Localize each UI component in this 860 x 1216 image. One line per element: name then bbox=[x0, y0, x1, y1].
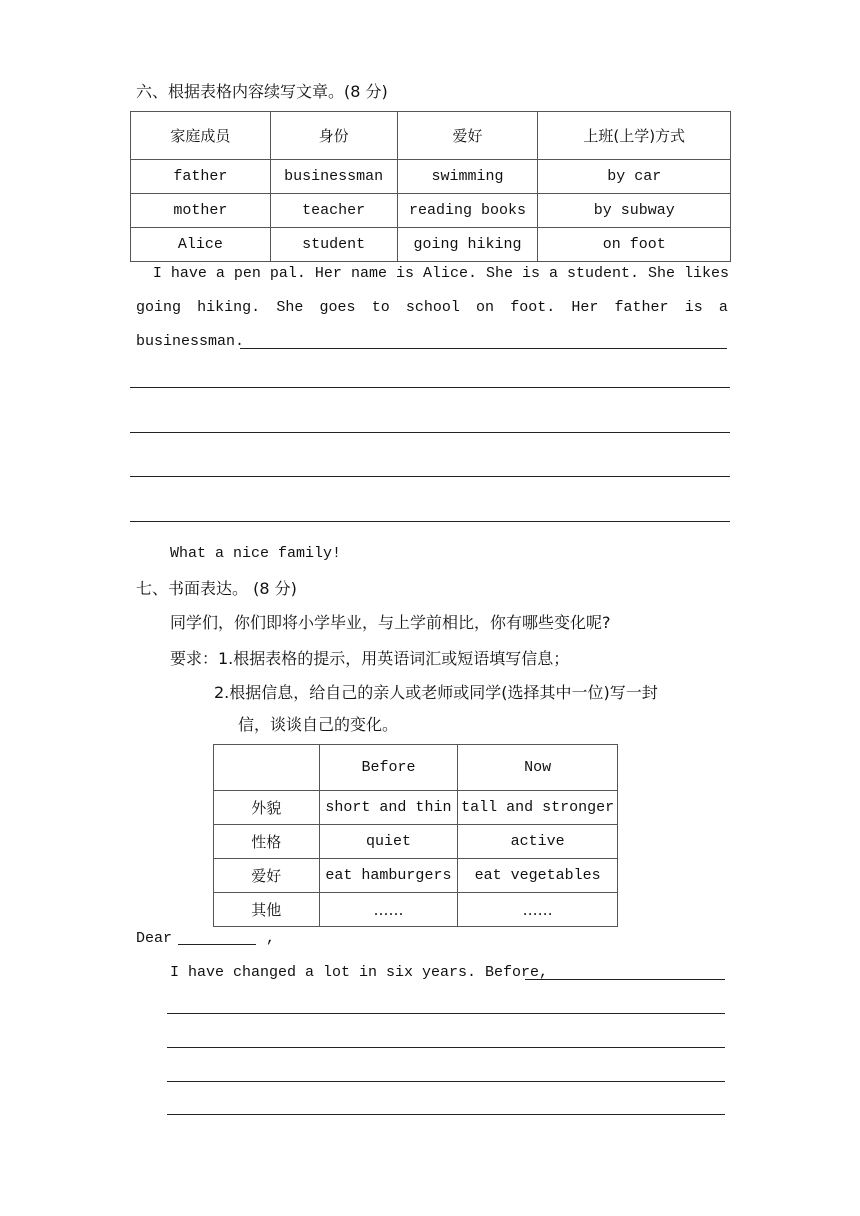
table-cell: reading books bbox=[397, 194, 538, 228]
family-table bbox=[130, 111, 731, 262]
changes-table-header-row bbox=[214, 745, 618, 791]
row-label: 外貌 bbox=[214, 791, 320, 825]
passage-closing: What a nice family! bbox=[170, 545, 342, 562]
requirement-2-line-1: 2.根据信息，给自己的亲人或老师或同学(选择其中一位)写一封 bbox=[214, 683, 658, 702]
row-label: 爱好 bbox=[214, 859, 320, 893]
section7-title: 七、书面表达。 (8 分) bbox=[136, 579, 297, 598]
passage-word: to bbox=[371, 299, 390, 316]
header-before: Before bbox=[319, 745, 458, 791]
passage-text: I have a pen pal. Her name is Alice. She is a student. She likes bbox=[152, 265, 729, 282]
passage-line-2 bbox=[136, 291, 728, 325]
header-empty bbox=[214, 745, 320, 791]
answer-line[interactable] bbox=[167, 1081, 725, 1082]
table-cell: short and thin bbox=[319, 791, 458, 825]
table-cell: active bbox=[458, 825, 618, 859]
answer-line[interactable] bbox=[167, 1114, 725, 1115]
table-cell: student bbox=[270, 228, 397, 262]
salutation-dear: Dear bbox=[136, 930, 173, 947]
table-cell: eat vegetables bbox=[458, 859, 618, 893]
table-cell: on foot bbox=[538, 228, 731, 262]
row-label: 其他 bbox=[214, 893, 320, 927]
answer-line[interactable] bbox=[525, 979, 725, 980]
answer-line[interactable] bbox=[167, 1013, 725, 1014]
table-row bbox=[131, 160, 731, 194]
table-cell: Alice bbox=[131, 228, 271, 262]
answer-line[interactable] bbox=[130, 432, 730, 433]
passage-word: She bbox=[276, 299, 304, 316]
passage-line-3: businessman. bbox=[136, 333, 245, 350]
header-hobby: 爱好 bbox=[397, 112, 538, 160]
passage-word: school bbox=[405, 299, 460, 316]
row-label: 性格 bbox=[214, 825, 320, 859]
passage-word: goes bbox=[319, 299, 356, 316]
passage-word: father bbox=[614, 299, 669, 316]
passage-line-1 bbox=[136, 257, 729, 291]
passage-word: hiking. bbox=[197, 299, 261, 316]
requirement-2-line-2: 信，谈谈自己的变化。 bbox=[238, 715, 399, 734]
salutation-comma: , bbox=[266, 930, 276, 947]
table-cell: businessman bbox=[270, 160, 397, 194]
header-commute: 上班(上学)方式 bbox=[538, 112, 731, 160]
table-cell: tall and stronger bbox=[458, 791, 618, 825]
table-row bbox=[214, 791, 618, 825]
answer-line[interactable] bbox=[130, 521, 730, 522]
table-cell: swimming bbox=[397, 160, 538, 194]
answer-line[interactable] bbox=[130, 387, 730, 388]
table-cell: eat hamburgers bbox=[319, 859, 458, 893]
answer-line[interactable] bbox=[130, 476, 730, 477]
header-family-member: 家庭成员 bbox=[131, 112, 271, 160]
passage-word: going bbox=[136, 299, 182, 316]
answer-line[interactable] bbox=[240, 348, 727, 349]
table-cell: teacher bbox=[270, 194, 397, 228]
table-cell: father bbox=[131, 160, 271, 194]
section7-intro: 同学们，你们即将小学毕业，与上学前相比，你有哪些变化呢? bbox=[170, 613, 611, 632]
header-identity: 身份 bbox=[270, 112, 397, 160]
salutation bbox=[136, 922, 172, 956]
passage-word: Her bbox=[571, 299, 599, 316]
table-row bbox=[214, 859, 618, 893]
table-cell: mother bbox=[131, 194, 271, 228]
table-cell: going hiking bbox=[397, 228, 538, 262]
section6-title: 六、根据表格内容续写文章。(8 分) bbox=[136, 82, 388, 101]
letter-start: I have changed a lot in six years. Before, bbox=[170, 964, 549, 981]
table-cell: by subway bbox=[538, 194, 731, 228]
passage-word: a bbox=[718, 299, 728, 316]
passage-word: on bbox=[476, 299, 495, 316]
table-row bbox=[214, 825, 618, 859]
requirement-1: 要求：1.根据表格的提示，用英语词汇或短语填写信息； bbox=[170, 649, 570, 668]
table-cell: …… bbox=[319, 893, 458, 927]
table-cell: quiet bbox=[319, 825, 458, 859]
changes-table bbox=[213, 744, 618, 927]
table-cell: …… bbox=[458, 893, 618, 927]
passage-word: foot. bbox=[510, 299, 556, 316]
passage-word: is bbox=[684, 299, 703, 316]
family-table-header-row bbox=[131, 112, 731, 160]
recipient-blank[interactable] bbox=[178, 944, 256, 945]
answer-line[interactable] bbox=[167, 1047, 725, 1048]
table-row bbox=[131, 194, 731, 228]
header-now: Now bbox=[458, 745, 618, 791]
table-cell: by car bbox=[538, 160, 731, 194]
